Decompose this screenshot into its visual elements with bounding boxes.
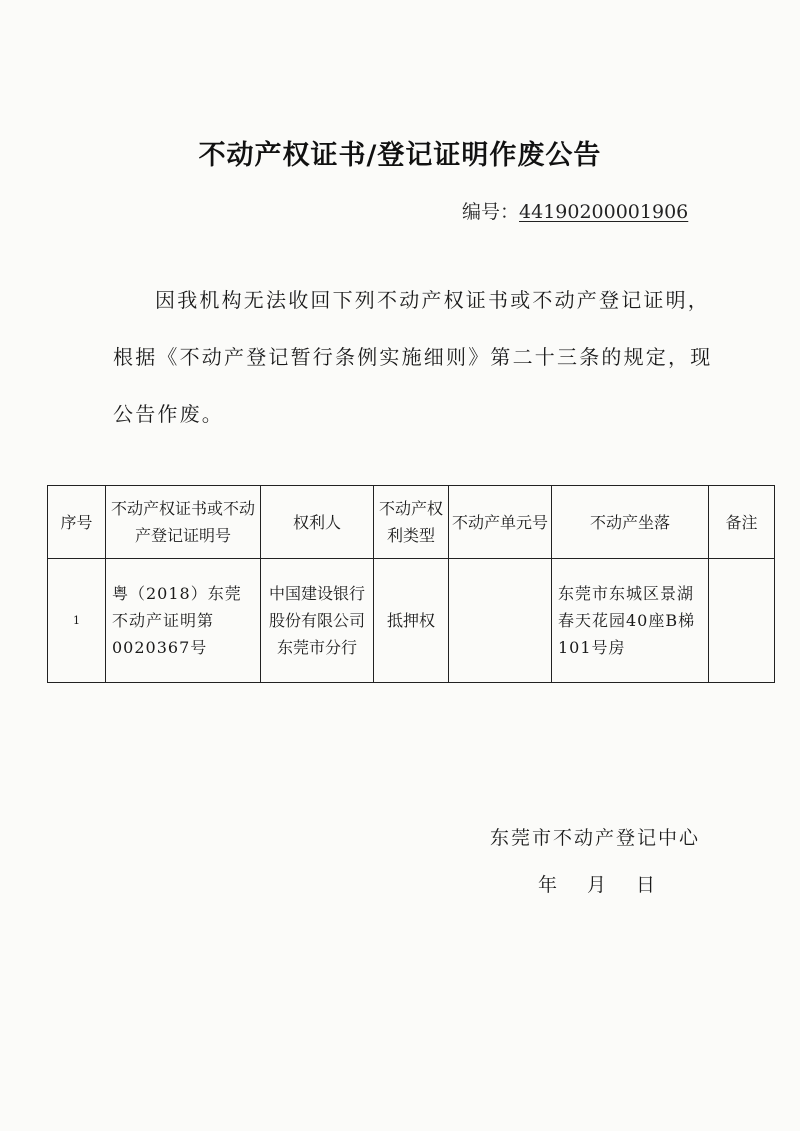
table-header-row — [48, 486, 775, 559]
header-seq: 序号 — [48, 486, 106, 559]
cell-cert-no: 粤（2018）东莞不动产证明第0020367号 — [106, 559, 261, 683]
header-remark: 备注 — [709, 486, 775, 559]
table-row — [48, 559, 775, 683]
cell-remark — [709, 559, 775, 683]
date-month: 月 — [587, 874, 607, 896]
header-holder: 权利人 — [261, 486, 374, 559]
date-day: 日 — [636, 874, 656, 896]
signature-date — [538, 870, 685, 897]
cell-holder: 中国建设银行股份有限公司东莞市分行 — [261, 559, 374, 683]
cancellation-table — [47, 485, 775, 683]
header-right-type: 不动产权利类型 — [374, 486, 449, 559]
cell-location: 东莞市东城区景湖春天花园40座B梯101号房 — [552, 559, 709, 683]
notice-paragraph: 因我机构无法收回下列不动产权证书或不动产登记证明，根据《不动产登记暂行条例实施细则》第二十三条的规定，现公告作废。 — [113, 288, 713, 426]
cell-unit-no — [449, 559, 552, 683]
date-year: 年 — [538, 874, 558, 896]
header-location: 不动产坐落 — [552, 486, 709, 559]
document-number-value: 44190200001906 — [519, 201, 689, 223]
cell-right-type: 抵押权 — [374, 559, 449, 683]
header-unit-no: 不动产单元号 — [449, 486, 552, 559]
page-title: 不动产权证书/登记证明作废公告 — [198, 140, 602, 171]
issuing-authority: 东莞市不动产登记中心 — [490, 827, 701, 849]
document-number-label: 编号： — [462, 201, 520, 223]
document-number — [462, 197, 688, 224]
header-cert-no: 不动产权证书或不动产登记证明号 — [106, 486, 261, 559]
cell-seq: 1 — [48, 559, 106, 683]
